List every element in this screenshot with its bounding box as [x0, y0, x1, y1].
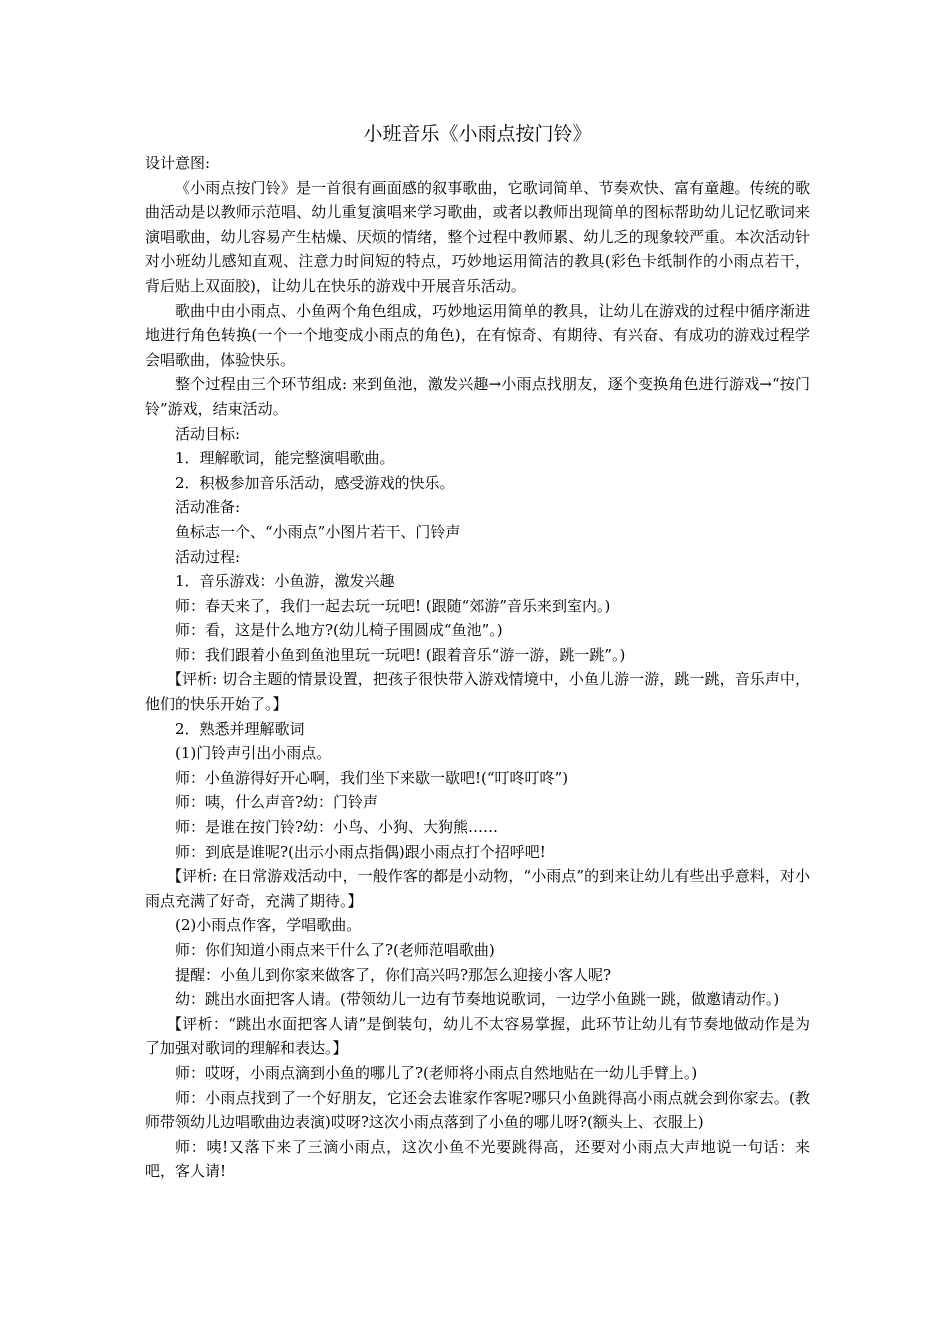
body-paragraph: 幼：跳出水面把客人请。(带领幼儿一边有节奏地说歌词，一边学小鱼跳一跳，做邀请动作。) — [175, 990, 780, 1009]
document-body — [145, 151, 810, 1184]
body-paragraph: 2．熟悉并理解歌词 — [175, 719, 305, 738]
body-paragraph: 师：小鱼游得好开心啊，我们坐下来歇一歇吧!(“叮咚叮咚”) — [175, 768, 569, 787]
body-paragraph: (2)小雨点作客，学唱歌曲。 — [175, 916, 362, 935]
body-paragraph: 鱼标志一个、“小雨点”小图片若干、门铃声 — [175, 522, 461, 541]
body-paragraph: 《小雨点按门铃》是一首很有画面感的叙事歌曲，它歌词简单、节奏欢快、富有童趣。传统的歌曲活动是以教师示范唱、幼儿重复演唱来学习歌曲，或者以教师出现简单的图标帮助幼儿记忆歌词来演唱歌曲，幼儿容易产生枯燥、厌烦的情绪，整个过程中教师累、幼儿乏的现象较严重。本次活动针对小班幼儿感知直观、注意力时间短的特点，巧妙地运用简洁的教具(彩色卡纸制作的小雨点若干，背后贴上双面胶)，让幼儿在快乐的游戏中开展音乐活动。 — [145, 178, 810, 295]
body-paragraph: 2．积极参加音乐活动，感受游戏的快乐。 — [175, 473, 455, 492]
body-paragraph: 整个过程由三个环节组成: 来到鱼池，激发兴趣→小雨点找朋友，逐个变换角色进行游戏→“按门铃”游戏，结束活动。 — [145, 375, 810, 418]
body-paragraph: 师：到底是谁呢?(出示小雨点指偶)跟小雨点打个招呼吧! — [175, 842, 546, 861]
document-page — [145, 120, 810, 1184]
body-paragraph: 师：看，这是什么地方?(幼儿椅子围圆成“鱼池”。) — [175, 621, 503, 640]
commentary-paragraph: 【评析: 切合主题的情景设置，把孩子很快带入游戏情境中，小鱼儿游一游，跳一跳，音乐声中，他们的快乐开始了。】 — [145, 670, 810, 714]
body-paragraph: 活动目标: — [175, 424, 241, 443]
body-paragraph: 师：哎呀，小雨点滴到小鱼的哪儿了?(老师将小雨点自然地贴在一幼儿手臂上。) — [175, 1063, 698, 1082]
body-paragraph: 活动准备: — [175, 498, 241, 517]
body-paragraph: 师：你们知道小雨点来干什么了?(老师范唱歌曲) — [175, 941, 495, 959]
body-paragraph: 师：春天来了，我们一起去玩一玩吧! (跟随“郊游”音乐来到室内。) — [175, 596, 611, 615]
body-paragraph: 1．理解歌词，能完整演唱歌曲。 — [175, 449, 395, 468]
commentary-paragraph: 【评析：“跳出水面把客人请”是倒装句，幼儿不太容易掌握，此环节让幼儿有节奏地做动作是为了加强对歌词的理解和表达。】 — [145, 1014, 810, 1058]
body-paragraph: 师：咦!又落下来了三滴小雨点，这次小鱼不光要跳得高，还要对小雨点大声地说一句话：来吧，客人请! — [145, 1137, 810, 1181]
body-paragraph: 提醒：小鱼儿到你家来做客了，你们高兴吗?那怎么迎接小客人呢? — [175, 965, 612, 984]
body-paragraph: 歌曲中由小雨点、小鱼两个角色组成，巧妙地运用简单的教具，让幼儿在游戏的过程中循序渐进地进行角色转换(一个一个地变成小雨点的角色)，在有惊奇、有期待、有兴奋、有成功的游戏过程学会唱歌曲，体验快乐。 — [145, 301, 810, 369]
body-paragraph: 师：小雨点找到了一个好朋友，它还会去谁家作客呢?哪只小鱼跳得高小雨点就会到你家去。(教师带领幼儿边唱歌曲边表演)哎呀?这次小雨点落到了小鱼的哪儿呀?(额头上、衣服上) — [145, 1088, 810, 1132]
body-paragraph: 1．音乐游戏：小鱼游，激发兴趣 — [175, 572, 395, 591]
body-paragraph: (1)门铃声引出小雨点。 — [175, 744, 332, 763]
body-paragraph: 活动过程: — [175, 547, 241, 566]
body-paragraph: 设计意图: — [145, 154, 211, 172]
body-paragraph: 师：是谁在按门铃?幼：小鸟、小狗、大狗熊…… — [175, 818, 499, 837]
document-title: 小班音乐《小雨点按门铃》 — [363, 123, 592, 145]
body-paragraph: 师：咦，什么声音?幼：门铃声 — [175, 793, 379, 812]
body-paragraph: 师：我们跟着小鱼到鱼池里玩一玩吧! (跟着音乐“游一游，跳一跳”。) — [175, 645, 626, 664]
commentary-paragraph: 【评析: 在日常游戏活动中，一般作客的都是小动物，“小雨点”的到来让幼儿有些出乎意料，对小雨点充满了好奇，充满了期待。】 — [145, 867, 810, 910]
